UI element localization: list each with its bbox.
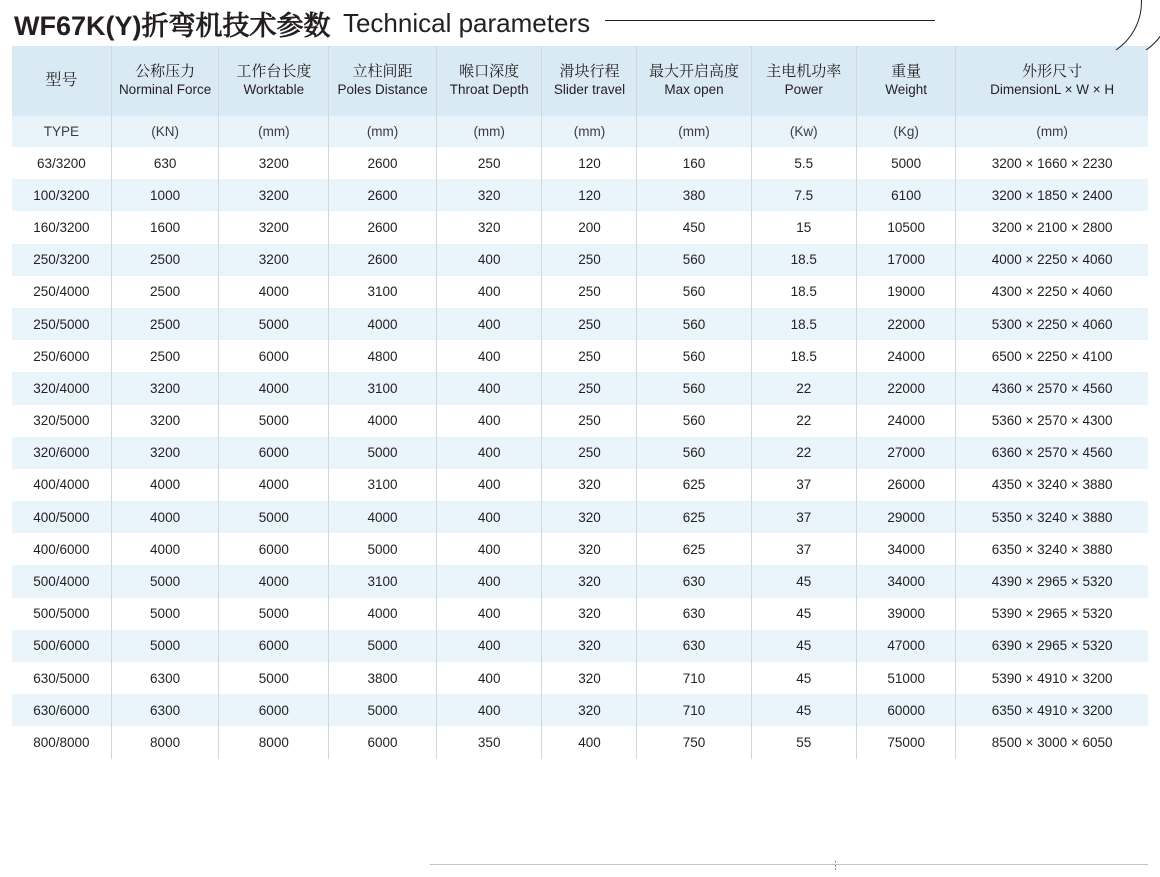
cell-dimension: 3200 × 1850 × 2400 [956,179,1148,211]
cell-type: 63/3200 [12,147,111,179]
cell-nominal-force: 630 [111,147,219,179]
cell-poles-distance: 2600 [329,179,437,211]
cell-weight: 26000 [857,469,956,501]
cell-poles-distance: 3100 [329,565,437,597]
cell-weight: 75000 [857,726,956,758]
cell-worktable: 5000 [219,501,329,533]
cell-type: 320/6000 [12,437,111,469]
cell-dimension: 5390 × 4910 × 3200 [956,662,1148,694]
cell-slider-travel: 320 [542,662,637,694]
cell-slider-travel: 320 [542,501,637,533]
table-continuation-strip [12,860,1148,877]
cell-throat-depth: 320 [436,211,542,243]
cell-worktable: 4000 [219,565,329,597]
column-header-weight-cn: 重量 [891,62,922,80]
cell-type: 320/5000 [12,405,111,437]
cell-throat-depth: 400 [436,662,542,694]
unit-dimension: (mm) [956,116,1148,147]
table-row [12,533,1148,565]
cell-weight: 24000 [857,340,956,372]
cell-power: 45 [751,662,857,694]
cell-type: 630/5000 [12,662,111,694]
cell-poles-distance: 3800 [329,662,437,694]
table-row [12,211,1148,243]
cell-slider-travel: 200 [542,211,637,243]
cell-weight: 34000 [857,533,956,565]
cell-throat-depth: 400 [436,533,542,565]
table-row [12,726,1148,758]
cell-worktable: 6000 [219,533,329,565]
table-row [12,405,1148,437]
cell-poles-distance: 5000 [329,533,437,565]
column-header-slider-travel [542,46,637,116]
cell-weight: 5000 [857,147,956,179]
column-header-worktable-cn: 工作台长度 [236,62,312,80]
column-header-poles-distance-cn: 立柱间距 [352,62,413,80]
cell-nominal-force: 3200 [111,372,219,404]
cell-nominal-force: 2500 [111,340,219,372]
cell-weight: 34000 [857,565,956,597]
cell-nominal-force: 3200 [111,437,219,469]
cell-dimension: 6360 × 2570 × 4560 [956,437,1148,469]
column-header-dimension [956,46,1148,116]
cell-type: 160/3200 [12,211,111,243]
cell-slider-travel: 320 [542,533,637,565]
cell-slider-travel: 120 [542,147,637,179]
cell-worktable: 3200 [219,211,329,243]
cell-throat-depth: 400 [436,437,542,469]
cell-slider-travel: 320 [542,694,637,726]
unit-weight: (Kg) [857,116,956,147]
table-row [12,662,1148,694]
technical-parameters-table [12,46,1148,759]
column-header-max-open-cn: 最大开启高度 [648,62,739,80]
cell-worktable: 6000 [219,340,329,372]
cell-max-open: 380 [637,179,751,211]
cell-poles-distance: 3100 [329,469,437,501]
cell-dimension: 5390 × 2965 × 5320 [956,598,1148,630]
cell-max-open: 630 [637,565,751,597]
cell-type: 400/4000 [12,469,111,501]
cell-throat-depth: 400 [436,694,542,726]
cell-weight: 51000 [857,662,956,694]
cell-poles-distance: 6000 [329,726,437,758]
cell-nominal-force: 3200 [111,405,219,437]
cell-type: 400/5000 [12,501,111,533]
cell-throat-depth: 400 [436,276,542,308]
cell-weight: 6100 [857,179,956,211]
unit-throat-depth: (mm) [436,116,542,147]
table-row [12,598,1148,630]
cell-nominal-force: 4000 [111,533,219,565]
cell-max-open: 710 [637,694,751,726]
cell-dimension: 6350 × 3240 × 3880 [956,533,1148,565]
column-header-nominal-force [111,46,219,116]
cell-dimension: 6390 × 2965 × 5320 [956,630,1148,662]
continuation-divider [430,864,1148,865]
column-header-weight [857,46,956,116]
cell-max-open: 630 [637,630,751,662]
cell-weight: 17000 [857,244,956,276]
cell-max-open: 560 [637,276,751,308]
cell-nominal-force: 4000 [111,501,219,533]
table-row [12,276,1148,308]
cell-type: 250/3200 [12,244,111,276]
cell-max-open: 625 [637,533,751,565]
page-title [0,0,1160,46]
cell-worktable: 5000 [219,405,329,437]
cell-power: 22 [751,372,857,404]
cell-poles-distance: 5000 [329,630,437,662]
cell-slider-travel: 250 [542,405,637,437]
cell-poles-distance: 5000 [329,694,437,726]
table-unit-row [12,116,1148,147]
cell-dimension: 6350 × 4910 × 3200 [956,694,1148,726]
cell-power: 7.5 [751,179,857,211]
decorative-arcs [1042,0,1160,50]
cell-worktable: 4000 [219,372,329,404]
cell-max-open: 450 [637,211,751,243]
cell-dimension: 4360 × 2570 × 4560 [956,372,1148,404]
table-row [12,372,1148,404]
cell-throat-depth: 400 [436,598,542,630]
cell-poles-distance: 4000 [329,501,437,533]
cell-weight: 27000 [857,437,956,469]
cell-max-open: 560 [637,405,751,437]
cell-power: 45 [751,630,857,662]
cell-type: 500/4000 [12,565,111,597]
cell-poles-distance: 2600 [329,147,437,179]
page-title-cn: WF67K(Y)折弯机技术参数 [14,11,331,41]
cell-nominal-force: 2500 [111,308,219,340]
table-row [12,694,1148,726]
cell-slider-travel: 250 [542,308,637,340]
cell-type: 500/5000 [12,598,111,630]
cell-type: 250/4000 [12,276,111,308]
cell-type: 500/6000 [12,630,111,662]
cell-worktable: 5000 [219,598,329,630]
cell-slider-travel: 320 [542,630,637,662]
cell-nominal-force: 1600 [111,211,219,243]
cell-throat-depth: 350 [436,726,542,758]
cell-power: 18.5 [751,340,857,372]
column-header-slider-travel-cn: 滑块行程 [559,62,620,80]
table-body [12,147,1148,759]
cell-max-open: 560 [637,340,751,372]
table-row [12,501,1148,533]
cell-max-open: 560 [637,372,751,404]
cell-power: 37 [751,533,857,565]
cell-power: 45 [751,694,857,726]
cell-weight: 29000 [857,501,956,533]
cell-throat-depth: 400 [436,405,542,437]
cell-max-open: 750 [637,726,751,758]
cell-throat-depth: 400 [436,565,542,597]
column-header-power-en: Power [784,82,823,98]
column-header-slider-travel-en: Slider travel [553,82,626,98]
unit-poles-distance: (mm) [329,116,437,147]
cell-max-open: 560 [637,308,751,340]
cell-slider-travel: 250 [542,340,637,372]
cell-worktable: 5000 [219,308,329,340]
cell-slider-travel: 320 [542,469,637,501]
unit-worktable: (mm) [219,116,329,147]
cell-max-open: 560 [637,244,751,276]
cell-power: 18.5 [751,308,857,340]
cell-dimension: 5360 × 2570 × 4300 [956,405,1148,437]
cell-dimension: 5350 × 3240 × 3880 [956,501,1148,533]
cell-type: 100/3200 [12,179,111,211]
cell-poles-distance: 4000 [329,308,437,340]
unit-slider-travel: (mm) [542,116,637,147]
cell-weight: 60000 [857,694,956,726]
cell-power: 18.5 [751,244,857,276]
cell-poles-distance: 3100 [329,372,437,404]
cell-power: 37 [751,469,857,501]
cell-nominal-force: 5000 [111,630,219,662]
cell-power: 45 [751,565,857,597]
title-rule [605,20,935,21]
cell-weight: 22000 [857,372,956,404]
cell-max-open: 625 [637,501,751,533]
cell-type: 250/5000 [12,308,111,340]
cell-dimension: 3200 × 2100 × 2800 [956,211,1148,243]
table-header-row [12,46,1148,116]
cell-weight: 22000 [857,308,956,340]
column-header-throat-depth-en: Throat Depth [449,82,529,98]
cell-poles-distance: 2600 [329,244,437,276]
cell-weight: 24000 [857,405,956,437]
cell-poles-distance: 4000 [329,598,437,630]
table-row [12,437,1148,469]
cell-worktable: 3200 [219,244,329,276]
cell-dimension: 4300 × 2250 × 4060 [956,276,1148,308]
cell-weight: 39000 [857,598,956,630]
continuation-marker: ⋮ [830,860,842,872]
cell-type: 800/8000 [12,726,111,758]
table-row [12,469,1148,501]
cell-poles-distance: 4000 [329,405,437,437]
cell-nominal-force: 2500 [111,276,219,308]
table-row [12,308,1148,340]
cell-type: 250/6000 [12,340,111,372]
cell-slider-travel: 400 [542,726,637,758]
column-header-type [12,46,111,116]
table-row [12,179,1148,211]
column-header-weight-en: Weight [885,82,928,98]
cell-slider-travel: 120 [542,179,637,211]
cell-poles-distance: 5000 [329,437,437,469]
cell-dimension: 4390 × 2965 × 5320 [956,565,1148,597]
cell-worktable: 3200 [219,147,329,179]
column-header-dimension-en: DimensionL × W × H [990,82,1115,98]
cell-slider-travel: 320 [542,598,637,630]
column-header-dimension-cn: 外形尺寸 [1022,62,1083,80]
column-header-worktable [219,46,329,116]
cell-dimension: 5300 × 2250 × 4060 [956,308,1148,340]
cell-slider-travel: 250 [542,276,637,308]
cell-slider-travel: 250 [542,244,637,276]
cell-power: 37 [751,501,857,533]
cell-worktable: 6000 [219,694,329,726]
cell-throat-depth: 250 [436,147,542,179]
cell-power: 15 [751,211,857,243]
cell-poles-distance: 3100 [329,276,437,308]
cell-max-open: 160 [637,147,751,179]
cell-nominal-force: 5000 [111,598,219,630]
unit-nominal-force: (KN) [111,116,219,147]
cell-dimension: 4350 × 3240 × 3880 [956,469,1148,501]
cell-throat-depth: 400 [436,340,542,372]
cell-type: 400/6000 [12,533,111,565]
page-title-en: Technical parameters [342,8,591,38]
unit-max-open: (mm) [637,116,751,147]
column-header-nominal-force-en: Norminal Force [118,82,212,98]
cell-worktable: 4000 [219,469,329,501]
table-row [12,244,1148,276]
cell-dimension: 6500 × 2250 × 4100 [956,340,1148,372]
cell-worktable: 4000 [219,276,329,308]
cell-nominal-force: 4000 [111,469,219,501]
cell-worktable: 3200 [219,179,329,211]
cell-nominal-force: 2500 [111,244,219,276]
cell-max-open: 630 [637,598,751,630]
cell-weight: 10500 [857,211,956,243]
cell-power: 45 [751,598,857,630]
table-row [12,565,1148,597]
cell-power: 5.5 [751,147,857,179]
cell-nominal-force: 8000 [111,726,219,758]
cell-weight: 47000 [857,630,956,662]
cell-power: 22 [751,437,857,469]
cell-weight: 19000 [857,276,956,308]
column-header-poles-distance [329,46,437,116]
column-header-type-cn: 型号 [45,72,78,89]
cell-dimension: 4000 × 2250 × 4060 [956,244,1148,276]
cell-poles-distance: 2600 [329,211,437,243]
cell-throat-depth: 400 [436,630,542,662]
column-header-max-open-en: Max open [664,82,724,98]
cell-nominal-force: 1000 [111,179,219,211]
cell-nominal-force: 6300 [111,662,219,694]
cell-max-open: 560 [637,437,751,469]
table-row [12,340,1148,372]
column-header-worktable-en: Worktable [243,82,305,98]
cell-worktable: 5000 [219,662,329,694]
table-header [12,46,1148,147]
cell-slider-travel: 250 [542,372,637,404]
cell-nominal-force: 5000 [111,565,219,597]
column-header-throat-depth [436,46,542,116]
cell-throat-depth: 400 [436,501,542,533]
cell-slider-travel: 250 [542,437,637,469]
cell-worktable: 6000 [219,437,329,469]
table-row [12,630,1148,662]
cell-type: 630/6000 [12,694,111,726]
cell-worktable: 6000 [219,630,329,662]
column-header-power [751,46,857,116]
cell-dimension: 8500 × 3000 × 6050 [956,726,1148,758]
cell-power: 18.5 [751,276,857,308]
cell-slider-travel: 320 [542,565,637,597]
cell-max-open: 625 [637,469,751,501]
column-header-nominal-force-cn: 公称压力 [135,62,196,80]
cell-throat-depth: 400 [436,308,542,340]
cell-throat-depth: 320 [436,179,542,211]
cell-type: 320/4000 [12,372,111,404]
cell-poles-distance: 4800 [329,340,437,372]
column-header-power-cn: 主电机功率 [766,62,842,80]
cell-nominal-force: 6300 [111,694,219,726]
cell-throat-depth: 400 [436,372,542,404]
table-row [12,147,1148,179]
cell-power: 55 [751,726,857,758]
cell-max-open: 710 [637,662,751,694]
column-header-poles-distance-en: Poles Distance [337,82,428,98]
cell-worktable: 8000 [219,726,329,758]
cell-power: 22 [751,405,857,437]
column-header-throat-depth-cn: 喉口深度 [459,62,520,80]
cell-dimension: 3200 × 1660 × 2230 [956,147,1148,179]
cell-throat-depth: 400 [436,244,542,276]
cell-throat-depth: 400 [436,469,542,501]
unit-power: (Kw) [751,116,857,147]
unit-type: TYPE [12,116,111,147]
column-header-max-open [637,46,751,116]
